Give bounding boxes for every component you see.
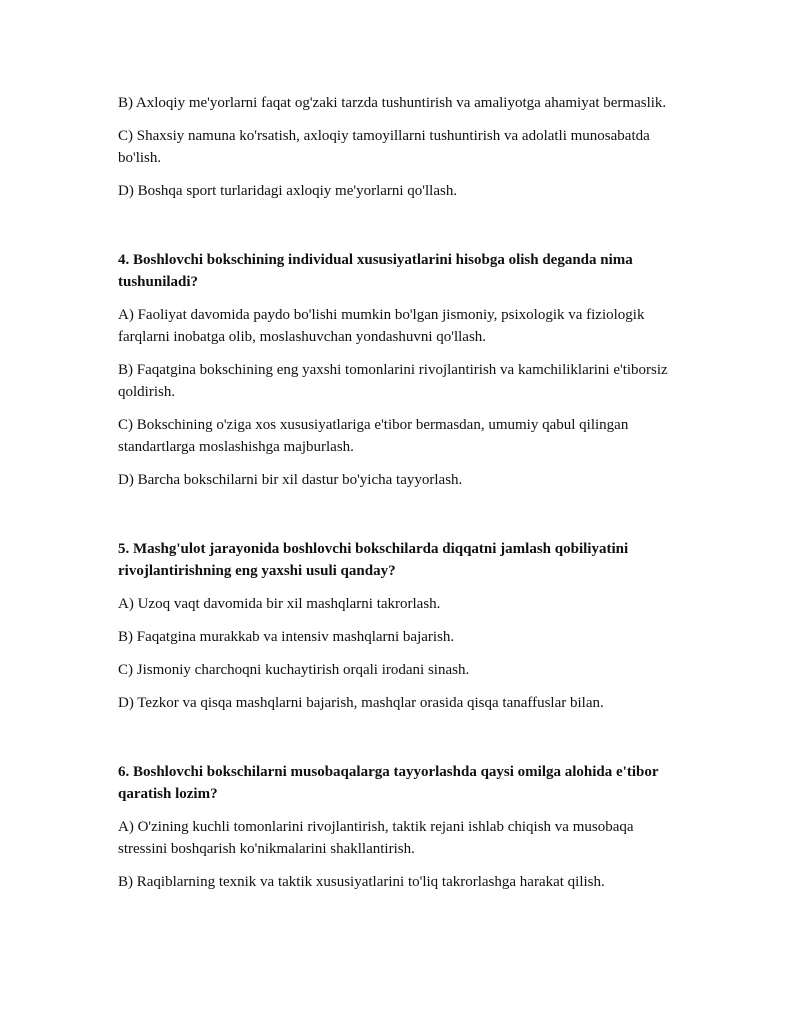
option-d: D) Boshqa sport turlaridagi axloqiy me'yorlarni qo'llash. [118,183,458,199]
q4-option-a: A) Faoliyat davomida paydo bo'lishi mumkin bo'lgan jismoniy, psixologik va fiziologik farqlarni inobatga olib, moslashuvchan yondashuvni qo'llash. [118,307,645,345]
q6-option-b: B) Raqiblarning texnik va taktik xususiyatlarini to'liq takrorlashga harakat qilish. [118,874,605,890]
q4-option-b: B) Faqatgina bokschining eng yaxshi tomonlarini rivojlantirish va kamchiliklarini e'tiborsiz qoldirish. [118,362,668,400]
question-6: 6. Boshlovchi bokschilarni musobaqalarga tayyorlashda qaysi omilga alohida e'tibor qaratish lozim? [118,764,659,802]
spacer [118,502,678,538]
option-b: B) Axloqiy me'yorlarni faqat og'zaki tarzda tushuntirish va amaliyotga ahamiyat bermaslik. [118,95,667,111]
q4-option-c: C) Bokschining o'ziga xos xususiyatlariga e'tibor bermasdan, umumiy qabul qilingan standartlarga moslashishga majburlash. [118,417,629,455]
option-c: C) Shaxsiy namuna ko'rsatish, axloqiy tamoyillarni tushuntirish va adolatli munosabatda bo'lish. [118,128,650,166]
q5-option-a: A) Uzoq vaqt davomida bir xil mashqlarni takrorlash. [118,596,441,612]
document-page [118,92,678,904]
spacer [118,725,678,761]
question-5: 5. Mashg'ulot jarayonida boshlovchi bokschilarda diqqatni jamlash qobiliyatini rivojlantirishning eng yaxshi usuli qanday? [118,541,629,579]
q5-option-b: B) Faqatgina murakkab va intensiv mashqlarni bajarish. [118,629,455,645]
spacer [118,213,678,249]
q5-option-d: D) Tezkor va qisqa mashqlarni bajarish, mashqlar orasida qisqa tanaffuslar bilan. [118,695,604,711]
q6-option-a: A) O'zining kuchli tomonlarini rivojlantirish, taktik rejani ishlab chiqish va musobaqa stressini boshqarish ko'nikmalarini shakllantirish. [118,819,634,857]
q5-option-c: C) Jismoniy charchoqni kuchaytirish orqali irodani sinash. [118,662,470,678]
q4-option-d: D) Barcha bokschilarni bir xil dastur bo'yicha tayyorlash. [118,472,463,488]
question-4: 4. Boshlovchi bokschining individual xususiyatlarini hisobga olish deganda nima tushuniladi? [118,252,633,290]
